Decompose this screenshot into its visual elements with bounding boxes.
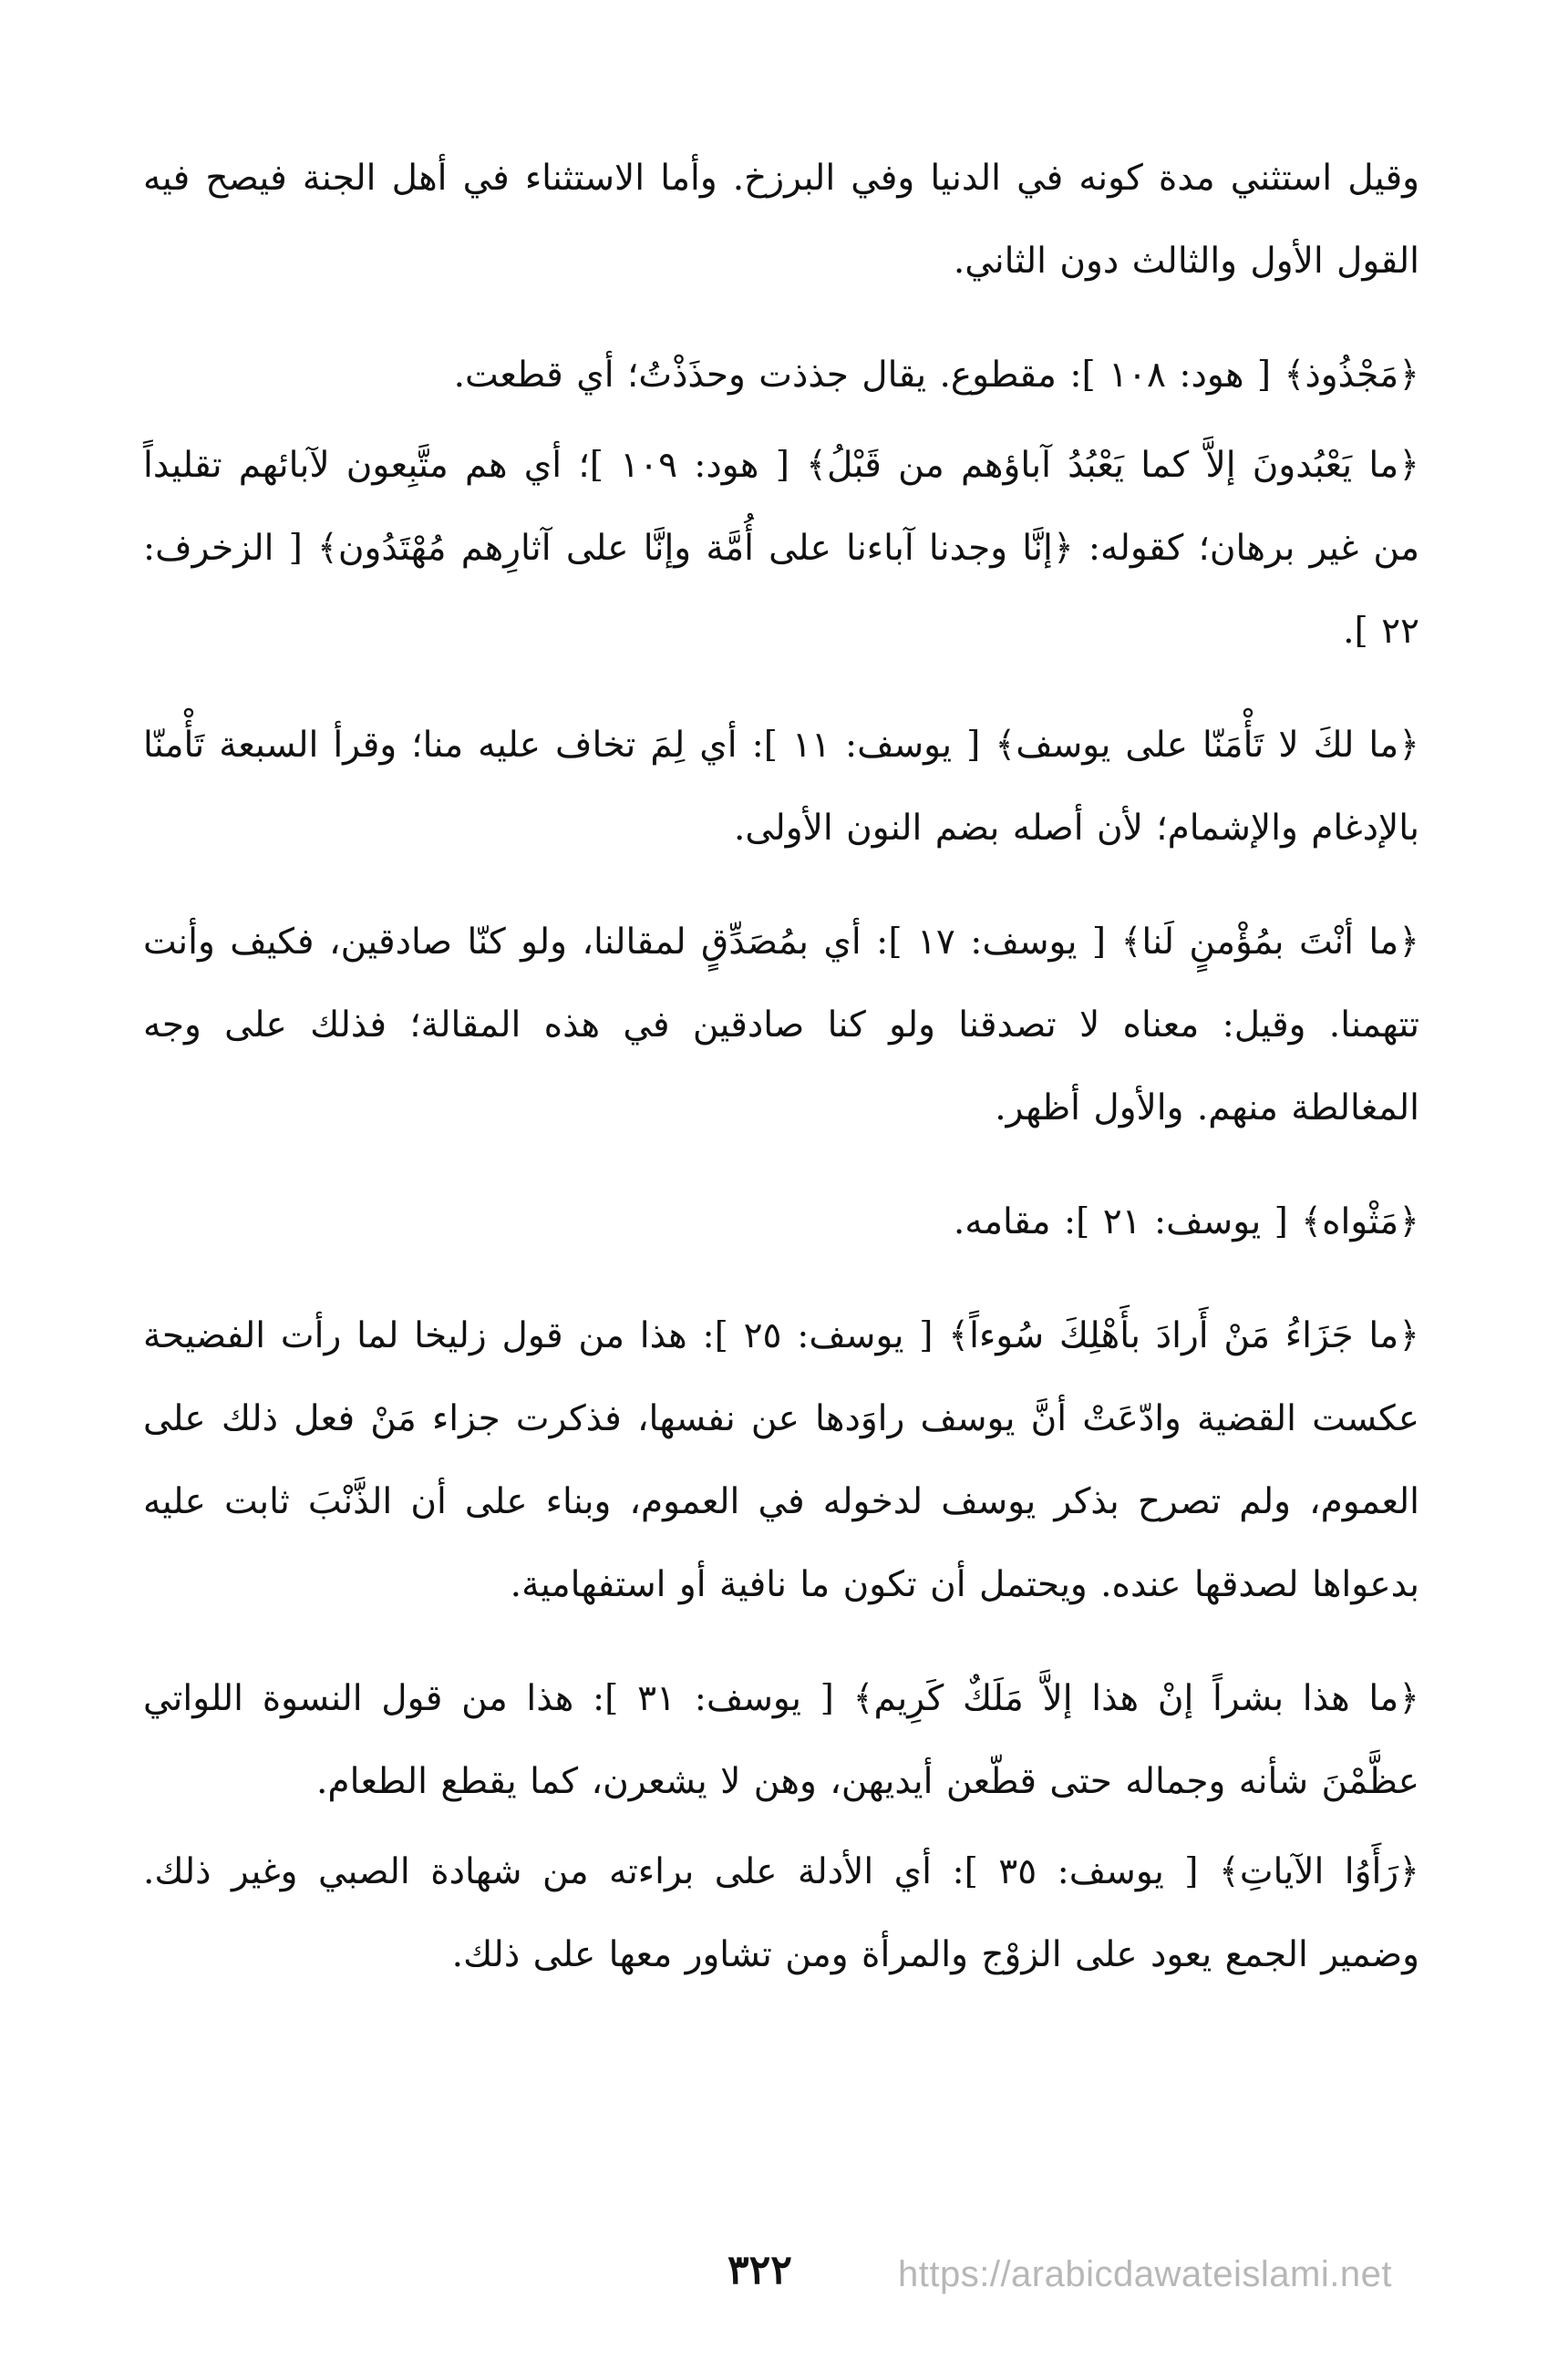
paragraph-ma-hadha-bashar: ﴿ما هذا بشراً إنْ هذا إلاَّ مَلَكٌ كَرِيم﴾ [ يوسف: ٣١ ]: هذا من قول النسوة اللواتي عظَّمْنَ شأنه وجماله حتى قطّعن أيديهن، وهن لا يشعرن، كما يقطع الطعام. bbox=[143, 1678, 1419, 1802]
paragraph-ma-yabuduna: ﴿ما يَعْبُدونَ إلاَّ كما يَعْبُدُ آباؤهم من قَبْلُ﴾ [ هود: ١٠٩ ]؛ أي هم متَّبِعون لآبائهم تقليداً من غير برهان؛ كقوله: ﴿إنَّا وجدنا آباءنا على أُمَّة وإنَّا على آثارِهم مُهْتَدُون﴾ [ الزخرف: ٢٢ ]. bbox=[143, 445, 1419, 652]
paragraph-mathwah: ﴿مَثْواه﴾ [ يوسف: ٢١ ]: مقامه. bbox=[953, 1201, 1419, 1242]
paragraph-ma-anta: ﴿ما أنْتَ بمُؤْمنٍ لَنا﴾ [ يوسف: ١٧ ]: أي بمُصَدِّقٍ لمقالنا، ولو كنّا صادقين، فكيف وأنت تتهمنا. وقيل: معناه لا تصدقنا ولو كنا صادقين في هذه المقالة؛ فذلك على وجه المغالطة منهم. والأول أظهر. bbox=[143, 922, 1419, 1128]
page-body bbox=[143, 137, 1419, 1996]
paragraph-ma-laka: ﴿ما لكَ لا تَأْمَنّا على يوسف﴾ [ يوسف: ١١ ]: أي لِمَ تخاف عليه منا؛ وقرأ السبعة تَأْمنّا بالإدغام والإشمام؛ لأن أصله بضم النون الأولى. bbox=[143, 725, 1419, 849]
page-footer bbox=[0, 2247, 1558, 2320]
paragraph-raaw-alayat: ﴿رَأَوُا الآياتِ﴾ [ يوسف: ٣٥ ]: أي الأدلة على براءته من شهادة الصبي وغير ذلك. وضمير الجمع يعود على الزوْج والمرأة ومن تشاور معها على ذلك. bbox=[143, 1851, 1419, 1975]
paragraph-ma-jazau: ﴿ما جَزَاءُ مَنْ أَرادَ بأَهْلِكَ سُوءاً﴾ [ يوسف: ٢٥ ]: هذا من قول زليخا لما رأت الفضيحة عكست القضية وادّعَتْ أنَّ يوسف راوَدها عن نفسها، فذكرت جزاء مَنْ فعل ذلك على العموم، ولم تصرح بذكر يوسف لدخوله في العموم، وبناء على أن الذَّنْبَ ثابت عليه بدعواها لصدقها عنده. ويحتمل أن تكون ما نافية أو استفهامية. bbox=[143, 1315, 1420, 1605]
paragraph-majdhudh: ﴿مَجْذُوذ﴾ [ هود: ١٠٨ ]: مقطوع. يقال جذذت وحذَذْتُ؛ أي قطعت. bbox=[453, 355, 1419, 396]
page-number: ٣٢٢ bbox=[727, 2247, 792, 2293]
watermark-url: https://arabicdawateislami.net bbox=[898, 2254, 1392, 2294]
paragraph-intro: وقيل استثني مدة كونه في الدنيا وفي البرزخ. وأما الاستثناء في أهل الجنة فيصح فيه القول الأول والثالث دون الثاني. bbox=[143, 158, 1419, 282]
